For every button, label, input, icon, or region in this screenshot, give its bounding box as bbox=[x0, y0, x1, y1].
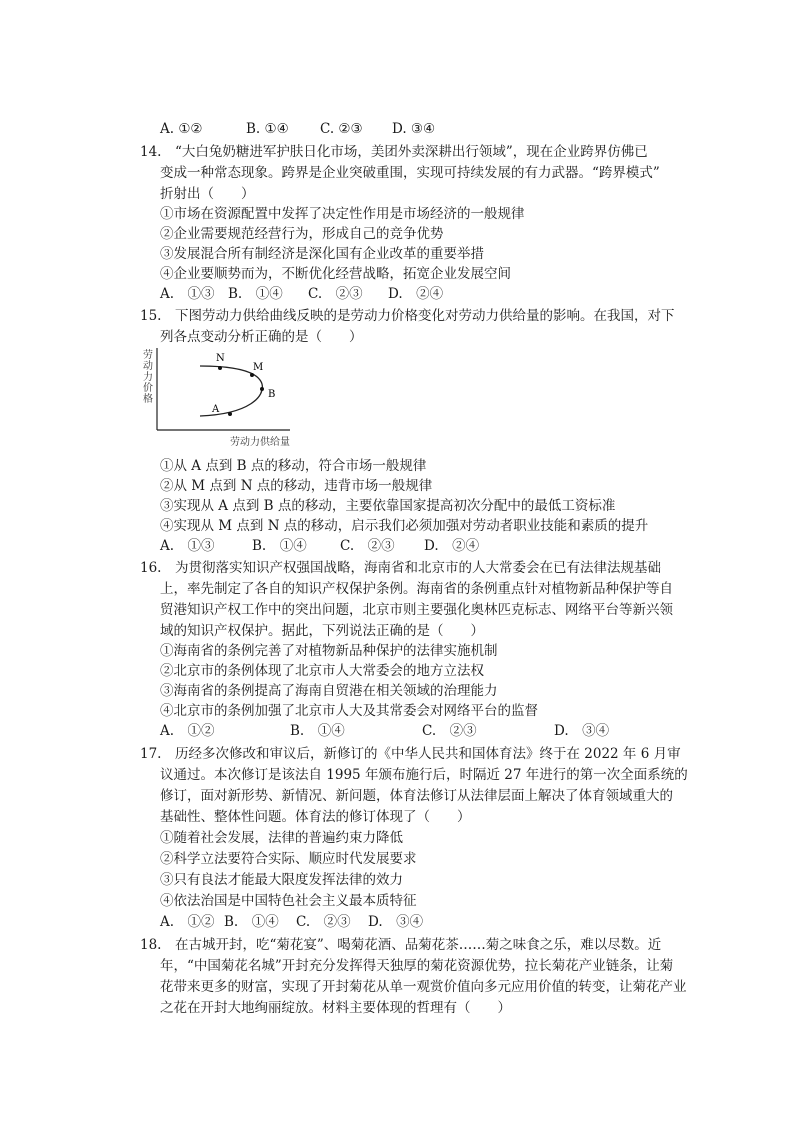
q15-statement-2: ②从 M 点到 N 点的移动，违背市场一般规律 bbox=[160, 478, 433, 494]
q15-option-d: D. ②④ bbox=[424, 538, 480, 554]
q13-option-b: B. ①④ bbox=[246, 121, 289, 137]
q17-option-b: B. ①④ bbox=[224, 914, 279, 930]
q15-option-a: A. ①③ bbox=[160, 538, 215, 554]
q13-option-c: C. ②③ bbox=[320, 121, 363, 137]
q18-stem-line-2: 年，“中国菊花名城”开封充分发挥得天独厚的菊花资源优势，拉长菊花产业链条，让菊 bbox=[160, 958, 674, 974]
q17-option-d: D. ③④ bbox=[368, 914, 424, 930]
q16-statement-4: ④北京市的条例加强了北京市人大及其常委会对网络平台的监督 bbox=[160, 703, 538, 719]
q17-statement-3: ③只有良法才能最大限度发挥法律的效力 bbox=[160, 872, 403, 888]
q14-statement-2: ②企业需要规范经营行为，形成自己的竞争优势 bbox=[160, 226, 444, 242]
q15-option-c: C. ②③ bbox=[340, 538, 395, 554]
point-m-label: M bbox=[253, 362, 264, 373]
q16-stem-line-1: 16. 为贯彻落实知识产权强国战略，海南省和北京市的人大常委会在已有法律法规基础 bbox=[140, 560, 661, 576]
q14-option-c: C. ②③ bbox=[308, 286, 363, 302]
point-a-marker bbox=[228, 412, 232, 416]
q16-option-d: D. ③④ bbox=[554, 723, 610, 739]
q16-stem-line-4: 域的知识产权保护。据此，下列说法正确的是（ ） bbox=[160, 623, 484, 639]
q16-option-a: A. ①② bbox=[160, 723, 215, 739]
x-axis-label: 劳动力供给量 bbox=[230, 437, 290, 448]
q14-statement-3: ③发展混合所有制经济是深化国有企业改革的重要举措 bbox=[160, 246, 484, 262]
q18-stem-line-3: 花带来更多的财富，实现了开封菊花从单一观赏价值向多元应用价值的转变，让菊花产业 bbox=[160, 979, 687, 995]
q17-option-c: C. ②③ bbox=[296, 914, 351, 930]
q16-option-b: B. ①④ bbox=[290, 723, 345, 739]
q17-stem-line-2: 议通过。本次修订是该法自 1995 年颁布施行后，时隔近 27 年进行的第一次全面系统的 bbox=[160, 767, 688, 783]
point-b-label: B bbox=[268, 389, 276, 400]
q14-stem-line-2: 变成一种常态现象。跨界是企业突破重围，实现可持续发展的有力武器。“跨界模式” bbox=[160, 165, 660, 181]
q14-statement-1: ①市场在资源配置中发挥了决定性作用是市场经济的一般规律 bbox=[160, 206, 525, 222]
q17-statement-4: ④依法治国是中国特色社会主义最本质特征 bbox=[160, 893, 417, 909]
q17-stem-line-4: 基础性、整体性问题。体育法的修订体现了（ ） bbox=[160, 809, 471, 825]
q16-stem-line-3: 贸港知识产权工作中的突出问题，北京市则主要强化奥林匹克标志、网络平台等新兴领 bbox=[160, 602, 673, 618]
q16-statement-2: ②北京市的条例体现了北京市人大常委会的地方立法权 bbox=[160, 663, 484, 679]
q17-stem-line-3: 修订，面对新形势、新情况、新问题，体育法修订从法律层面上解决了体育领域重大的 bbox=[160, 788, 673, 804]
q16-option-c: C. ②③ bbox=[422, 723, 477, 739]
q15-statement-1: ①从 A 点到 B 点的移动，符合市场一般规律 bbox=[160, 458, 427, 474]
y-axis-label: 劳 动 力 价 格 bbox=[143, 350, 153, 405]
point-n-marker bbox=[218, 366, 222, 370]
point-m-marker bbox=[250, 373, 254, 377]
q14-option-a: A. ①③ bbox=[160, 286, 215, 302]
q14-stem-line-3: 折射出（ ） bbox=[160, 186, 255, 202]
labor-supply-chart bbox=[140, 344, 340, 454]
q18-stem-line-1: 18. 在古城开封，吃“菊花宴”、喝菊花酒、品菊花茶……菊之味食之乐，难以尽数。近 bbox=[140, 937, 662, 953]
q13-option-a: A. ①② bbox=[160, 121, 203, 137]
point-b-marker bbox=[260, 387, 264, 391]
q15-stem-line-1: 15. 下图劳动力供给曲线反映的是劳动力价格变化对劳动力供给量的影响。在我国，对下 bbox=[140, 308, 675, 324]
q14-option-d: D. ②④ bbox=[388, 286, 444, 302]
q17-statement-2: ②科学立法要符合实际、顺应时代发展要求 bbox=[160, 851, 417, 867]
q14-option-b: B. ①④ bbox=[228, 286, 283, 302]
q15-statement-3: ③实现从 A 点到 B 点的移动，主要依靠国家提高初次分配中的最低工资标准 bbox=[160, 498, 616, 514]
q16-statement-1: ①海南省的条例完善了对植物新品种保护的法律实施机制 bbox=[160, 643, 498, 659]
q15-statement-4: ④实现从 M 点到 N 点的移动，启示我们必须加强对劳动者职业技能和素质的提升 bbox=[160, 518, 649, 534]
q16-stem-line-2: 上，率先制定了各自的知识产权保护条例。海南省的条例重点针对植物新品种保护等自 bbox=[160, 581, 673, 597]
q15-option-b: B. ①④ bbox=[252, 538, 307, 554]
q14-statement-4: ④企业要顺势而为，不断优化经营战略，拓宽企业发展空间 bbox=[160, 266, 511, 282]
q18-stem-line-4: 之花在开封大地绚丽绽放。材料主要体现的哲理有（ ） bbox=[160, 1000, 511, 1016]
q16-statement-3: ③海南省的条例提高了海南自贸港在相关领域的治理能力 bbox=[160, 683, 498, 699]
q13-option-d: D. ③④ bbox=[392, 121, 436, 137]
q15-stem-line-2: 列各点变动分析正确的是（ ） bbox=[160, 329, 363, 345]
q14-stem-line-1: 14. “大白兔奶糖进军护肤日化市场，美团外卖深耕出行领域”，现在企业跨界仿佛已 bbox=[140, 144, 648, 160]
q17-stem-line-1: 17. 历经多次修改和审议后，新修订的《中华人民共和国体育法》终于在 2022 年 6 月审 bbox=[140, 746, 681, 762]
point-a-label: A bbox=[212, 404, 220, 415]
q17-option-a: A. ①② bbox=[160, 914, 215, 930]
point-n-label: N bbox=[216, 353, 225, 364]
q17-statement-1: ①随着社会发展，法律的普遍约束力降低 bbox=[160, 830, 403, 846]
